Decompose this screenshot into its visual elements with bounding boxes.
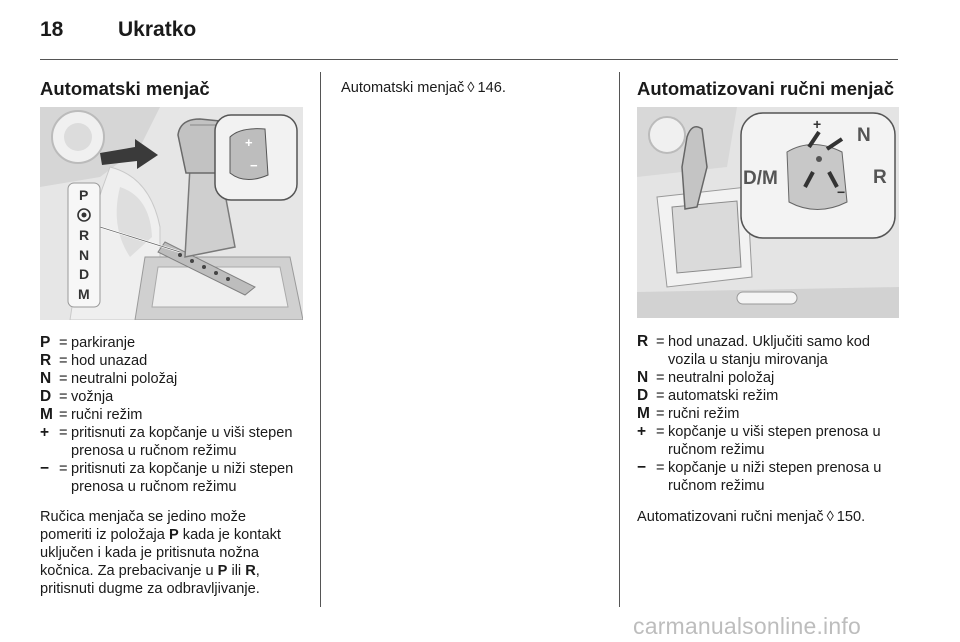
legend-desc: neutralni položaj [71, 371, 178, 387]
legend-key: + [637, 423, 647, 440]
legend-key: + [40, 424, 50, 441]
legend-key: N [40, 370, 52, 387]
automatic-legend [40, 334, 312, 496]
r-label: R [873, 167, 887, 188]
para-line: kočnica. Za prebacivanje u P ili R, [40, 563, 260, 579]
header-rule [40, 59, 898, 60]
legend-key: R [637, 333, 649, 350]
xref-automatic[interactable] [341, 79, 506, 97]
xref-automated-manual[interactable] [637, 508, 865, 526]
column-divider-right [619, 72, 620, 607]
legend-key: R [40, 352, 52, 369]
legend-key: D [40, 388, 52, 405]
minus-label: − [837, 184, 846, 200]
legend-desc: vožnja [71, 389, 114, 405]
legend-row-n: N = neutralni položaj [637, 369, 907, 387]
watermark: carmanualsonline.info [633, 613, 861, 639]
legend-row-m: M = ručni režim [40, 406, 312, 424]
column-divider-left [320, 72, 321, 607]
legend-row-p: P = parkiranje [40, 334, 312, 352]
shift-lock-paragraph [40, 508, 312, 598]
xref-arrow-icon: ◊ [467, 80, 475, 96]
chapter-title: Ukratko [118, 18, 197, 41]
automated-manual-gearbox-illustration [637, 107, 899, 318]
gate-letter-r: R [79, 227, 90, 243]
legend-desc: kopčanje u niži stepen prenosa u ručnom režimu [668, 460, 882, 494]
legend-row-minus: − = pritisnuti za kopčanje u niži stepen prenosa u ručnom režimu [40, 460, 312, 496]
legend-row-plus: + = kopčanje u viši stepen prenosa u ručnom režimu [637, 423, 907, 459]
xref-page: 146. [477, 80, 506, 96]
legend-key: N [637, 369, 649, 386]
plus-label: + [813, 116, 822, 132]
legend-row-n: N = neutralni položaj [40, 370, 312, 388]
gate-letter-n: N [79, 247, 90, 263]
automated-manual-legend [637, 333, 907, 495]
legend-key: − [637, 459, 647, 476]
xref-page: 150. [836, 509, 866, 525]
legend-desc: ručni režim [668, 406, 740, 422]
gate-letter-m: M [78, 286, 90, 302]
plus-label: + [245, 135, 253, 150]
legend-desc: parkiranje [71, 335, 136, 351]
xref-text: Automatski menjač [341, 80, 465, 96]
xref-text: Automatizovani ručni menjač [637, 509, 824, 525]
legend-key: D [637, 387, 649, 404]
legend-desc: pritisnuti za kopčanje u viši stepen prenosa u ručnom režimu [71, 425, 293, 459]
legend-row-d: D = vožnja [40, 388, 312, 406]
legend-desc: hod unazad [71, 353, 148, 369]
para-line: pomeriti iz položaja P kada je kontakt [40, 527, 281, 543]
section-heading-automated-manual: Automatizovani ručni menjač [637, 78, 894, 99]
legend-desc: automatski režim [668, 388, 779, 404]
minus-label: − [250, 158, 258, 173]
para-line: uključen i kada je pritisnuta nožna [40, 545, 260, 561]
para-line: Ručica menjača se jedino može [40, 509, 247, 525]
legend-key: M [637, 405, 650, 422]
legend-desc: pritisnuti za kopčanje u niži stepen prenosa u ručnom režimu [71, 461, 294, 495]
legend-row-plus: + = pritisnuti za kopčanje u viši stepen prenosa u ručnom režimu [40, 424, 312, 460]
page-number: 18 [40, 18, 64, 41]
legend-desc: hod unazad. Uključiti samo kod vozila u stanju mirovanja [668, 334, 870, 368]
gate-letter-d: D [79, 266, 90, 282]
legend-row-minus: − = kopčanje u niži stepen prenosa u ručnom režimu [637, 459, 907, 495]
legend-desc: kopčanje u viši stepen prenosa u ručnom režimu [668, 424, 881, 458]
n-label: N [857, 125, 871, 146]
section-heading-automatic: Automatski menjač [40, 78, 210, 99]
legend-row-d: D = automatski režim [637, 387, 907, 405]
legend-key: P [40, 334, 51, 351]
xref-arrow-icon: ◊ [826, 509, 834, 525]
legend-row-m: M = ručni režim [637, 405, 907, 423]
legend-key: M [40, 406, 53, 423]
legend-row-r: R = hod unazad. Uključiti samo kod vozila u stanju mirovanja [637, 333, 907, 369]
legend-desc: ručni režim [71, 407, 143, 423]
gate-letter-p: P [79, 187, 89, 203]
para-line: pritisnuti dugme za odbravljivanje. [40, 581, 260, 597]
dm-label: D/M [743, 168, 778, 189]
legend-row-r: R = hod unazad [40, 352, 312, 370]
legend-key: − [40, 460, 50, 477]
automatic-gearbox-illustration [40, 107, 303, 320]
legend-desc: neutralni položaj [668, 370, 775, 386]
